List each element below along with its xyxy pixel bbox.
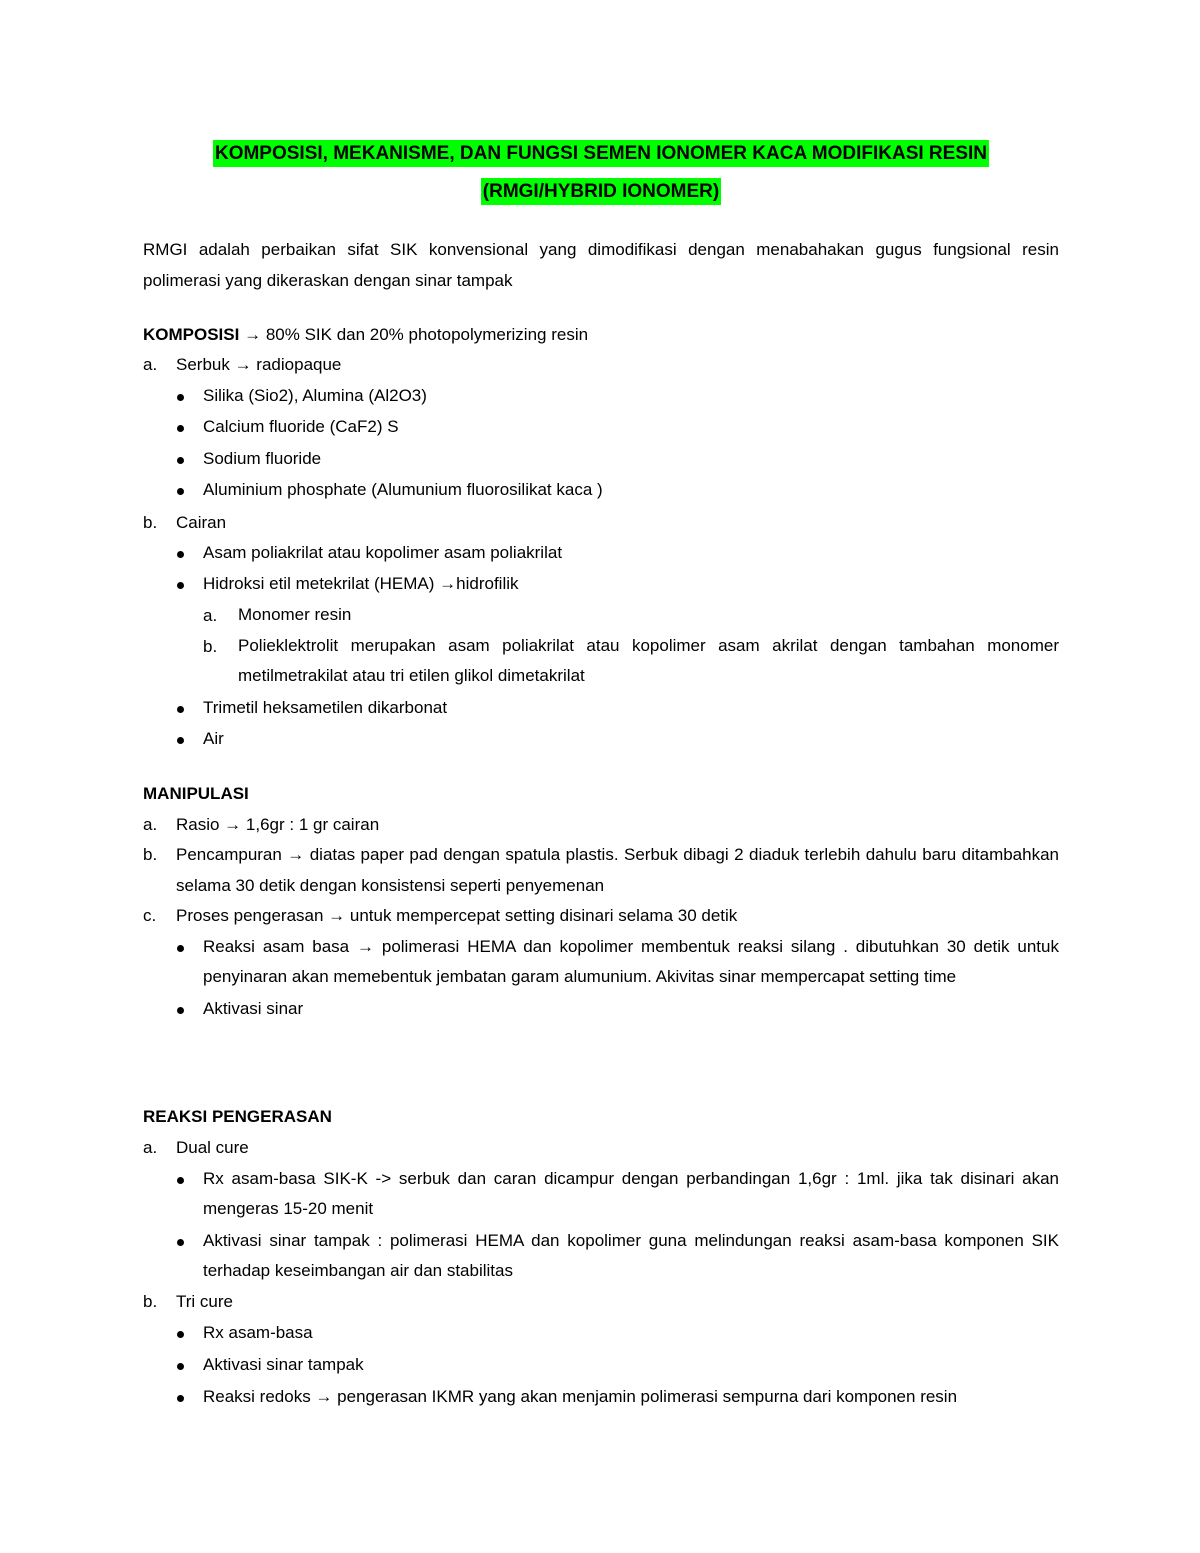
bullet-icon [177,1395,184,1402]
bullet-text: Aktivasi sinar tampak [203,1355,364,1374]
list-item-text: Proses pengerasan → untuk mempercepat setting disinari selama 30 detik [176,906,738,925]
title-line-1: KOMPOSISI, MEKANISME, DAN FUNGSI SEMEN IONOMER KACA MODIFIKASI RESIN [213,140,989,167]
list-item-text: Cairan [176,513,227,532]
bullet-icon [177,1331,184,1338]
bullet-icon [177,1007,184,1014]
list-marker: b. [143,513,158,532]
bullet-icon [177,582,184,589]
list-item-text: Tri cure [176,1292,233,1311]
list-marker: b. [143,1292,158,1311]
bullet-icon [177,457,184,464]
list-marker: a. [143,1138,158,1157]
intro-paragraph: RMGI adalah perbaikan sifat SIK konvensional yang dimodifikasi dengan menabahakan gugus fungsional resin polimerasi yang dikeraskan dengan sinar tampak [143,240,1059,290]
sub-list-marker: b. [203,637,218,656]
bullet-icon [177,945,184,952]
list-marker: b. [143,845,158,864]
title-line-2: (RMGI/HYBRID IONOMER) [481,178,721,205]
bullet-icon [177,551,184,558]
komposisi-heading-row [143,319,1059,350]
komposisi-heading-rest: → 80% SIK dan 20% photopolymerizing resin [244,325,589,344]
komposisi-heading: KOMPOSISI [143,325,240,344]
bullet-text: Rx asam-basa SIK-K -> serbuk dan caran dicampur dengan perbandingan 1,6gr : 1ml. jika tak disinari akan mengeras 15-20 menit [203,1169,1059,1218]
bullet-icon [177,425,184,432]
bullet-text: Asam poliakrilat atau kopolimer asam poliakrilat [203,543,563,562]
reaksi-heading: REAKSI PENGERASAN [143,1107,332,1126]
bullet-text: Aktivasi sinar tampak : polimerasi HEMA dan kopolimer guna melindungan reaksi asam-basa komponen SIK terhadap keseimbangan air dan stabilitas [203,1231,1059,1280]
bullet-text: Rx asam-basa [203,1323,313,1342]
bullet-text: Hidroksi etil metekrilat (HEMA) →hidrofilik [203,574,519,593]
bullet-text: Sodium fluoride [203,449,322,468]
bullet-text: Reaksi redoks → pengerasan IKMR yang akan menjamin polimerasi sempurna dari komponen resin [203,1387,958,1406]
sub-list-text: Polieklektrolit merupakan asam poliakrilat atau kopolimer asam akrilat dengan tambahan monomer metilmetrakilat atau tri etilen glikol dimetakrilat [238,636,1059,685]
bullet-icon [177,1177,184,1184]
bullet-text: Air [203,729,224,748]
bullet-text: Reaksi asam basa → polimerasi HEMA dan kopolimer membentuk reaksi silang . dibutuhkan 30 detik untuk penyinaran akan memebentuk jembatan garam alumunium. Akivitas sinar mempercapat setting time [203,937,1059,986]
manipulasi-heading: MANIPULASI [143,784,249,803]
bullet-icon [177,394,184,401]
bullet-icon [177,488,184,495]
bullet-text: Aktivasi sinar [203,999,304,1018]
bullet-text: Trimetil heksametilen dikarbonat [203,698,448,717]
bullet-text: Calcium fluoride (CaF2) S [203,417,399,436]
document-title [143,140,1059,216]
list-item-text: Serbuk → radiopaque [176,355,342,374]
bullet-icon [177,1363,184,1370]
bullet-icon [177,1239,184,1246]
sub-list-text: Monomer resin [238,605,352,624]
bullet-text: Silika (Sio2), Alumina (Al2O3) [203,386,427,405]
list-marker: c. [143,906,157,925]
list-item-text: Pencampuran → diatas paper pad dengan spatula plastis. Serbuk dibagi 2 diaduk terlebih dahulu baru ditambahkan selama 30 detik dengan konsistensi seperti penyemenan [176,845,1059,895]
bullet-text: Aluminium phosphate (Alumunium fluorosilikat kaca ) [203,480,603,499]
list-marker: a. [143,815,158,834]
list-marker: a. [143,355,158,374]
list-item-text: Dual cure [176,1138,249,1157]
bullet-icon [177,706,184,713]
bullet-icon [177,737,184,744]
sub-list-marker: a. [203,606,218,625]
list-item-text: Rasio → 1,6gr : 1 gr cairan [176,815,380,834]
